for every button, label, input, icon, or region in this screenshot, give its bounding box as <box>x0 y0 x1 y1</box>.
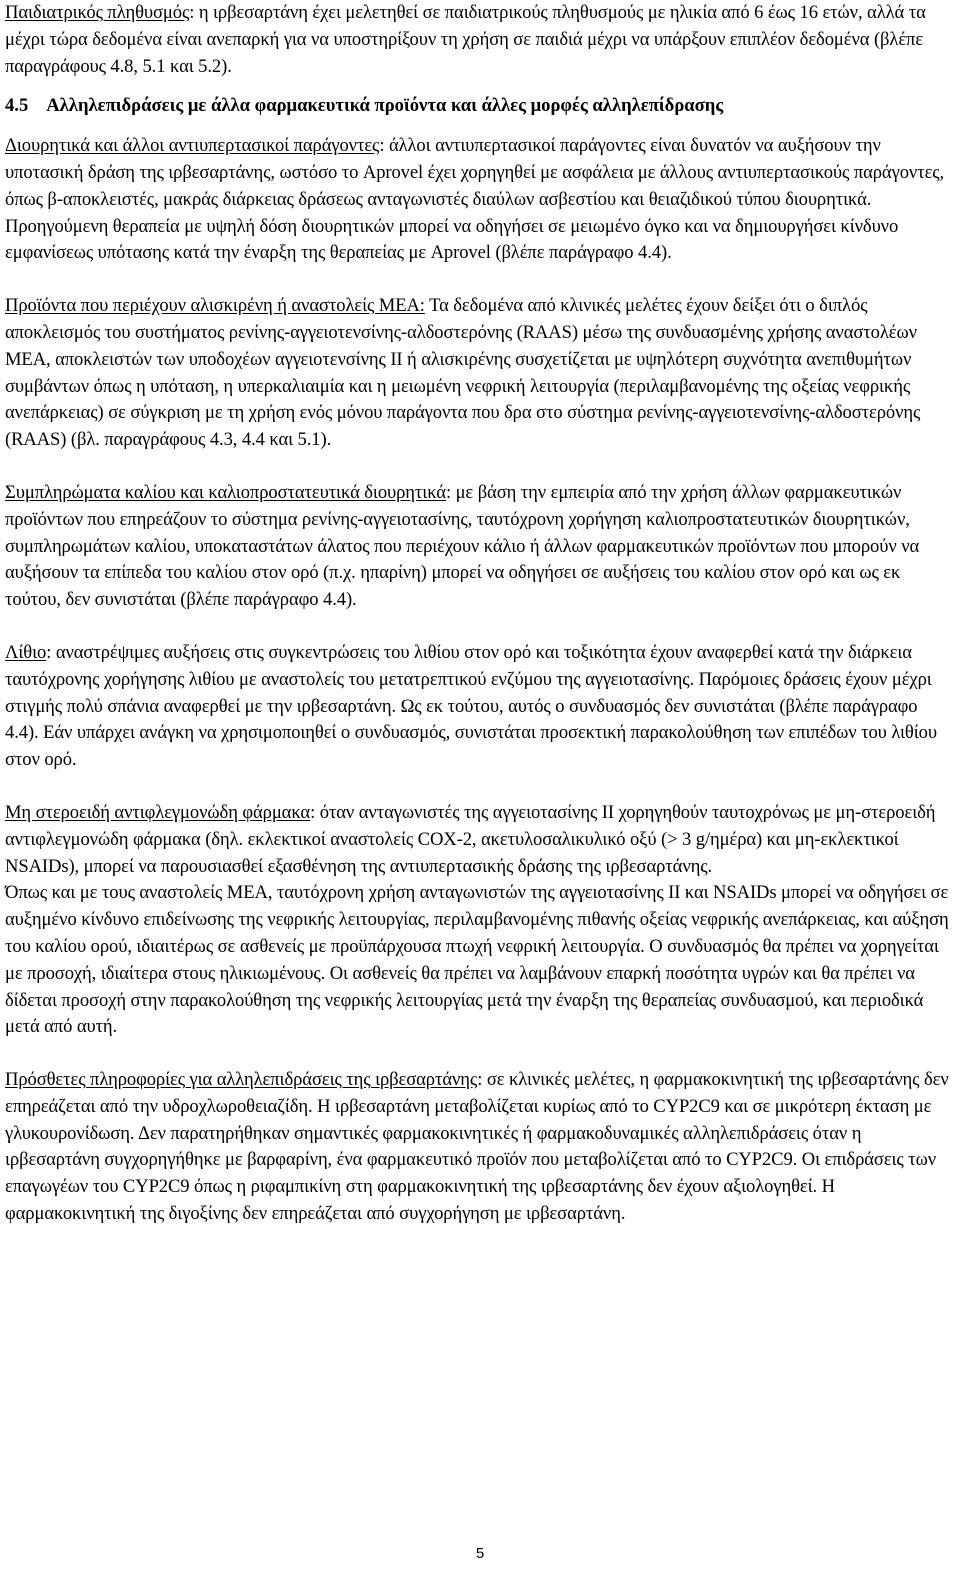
paragraph-pediatric <box>5 0 953 80</box>
paragraph-text: : η ιρβεσαρτάνη έχει μελετηθεί σε παιδιατρικούς πληθυσμούς με ηλικία από 6 έως 16 ετών, αλλά τα μέχρι τώρα δεδομένα είναι ανεπαρκή για να υποστηρίξουν τη χρήση σε παιδιά μέχρι να υπάρξουν επιπλέον δεδομένα (βλέπε παραγράφους 4.8, 5.1 και 5.2). <box>5 2 926 77</box>
paragraph-lithium <box>5 640 953 774</box>
paragraph-text: Όπως και με τους αναστολείς ΜΕΑ, ταυτόχρονη χρήση ανταγωνιστών της αγγειοτασίνης ΙΙ και NSAIDs μπορεί να οδηγήσει σε αυξημένο κίνδυνο επιδείνωσης της νεφρικής λειτουργίας, περιλαμβανομένης πιθανής οξείας νεφρικής ανεπάρκειας, και αύξηση του καλίου ορού, ιδιαιτέρως σε ασθενείς με προϋπάρχουσα πτωχή νεφρική λειτουργία. Ο συνδυασμός θα πρέπει να χορηγείται με προσοχή, ιδιαίτερα στους ηλικιωμένους. Οι ασθενείς θα πρέπει να λαμβάνουν επαρκή ποσότητα υγρών και θα πρέπει να δίδεται προσοχή στην παρακολούθηση της νεφρικής λειτουργίας μετά την έναρξη της θεραπείας συνδυασμού, και περιοδικά μετά από αυτή. <box>5 882 949 1038</box>
paragraph-text: : σε κλινικές μελέτες, η φαρμακοκινητική της ιρβεσαρτάνης δεν επηρεάζεται από την υδροχλωροθειαζίδη. Η ιρβεσαρτάνη μεταβολίζεται κυρίως από το CYP2C9 και σε μικρότερη έκταση με γλυκουρονίδωση. Δεν παρατηρήθηκαν σημαντικές φαρμακοκινητικές ή φαρμακοδυναμικές αλληλεπιδράσεις όταν η ιρβεσαρτάνη συγχορηγήθηκε με βαρφαρίνη, ένα φαρμακευτικό προϊόν που μεταβολίζεται από το CYP2C9. Οι επιδράσεις των επαγωγέων του CYP2C9 όπως η ριφαμπικίνη στη φαρμακοκινητική της ιρβεσαρτάνης δεν έχουν αξιολογηθεί. Η φαρμακοκινητική της διγοξίνης δεν επηρεάζεται από συγχορήγηση με ιρβεσαρτάνη. <box>5 1069 949 1225</box>
paragraph-label: Πρόσθετες πληροφορίες για αλληλεπιδράσεις της ιρβεσαρτάνης <box>5 1069 478 1091</box>
paragraph-text: Τα δεδομένα από κλινικές μελέτες έχουν δείξει ότι ο διπλός αποκλεισμός του συστήματος ρενίνης-αγγειοτενσίνης-αλδοστερόνης (RAAS) μέσω της συνδυασμένης χρήσης αναστολέων ΜΕΑ, αποκλειστών των υποδοχέων αγγειοτενσίνης ΙΙ ή αλισκιρένης συσχετίζεται με υψηλότερη συχνότητα ανεπιθυμήτων συμβάντων όπως η υπόταση, η υπερκαλιαιμία και η μειωμένη νεφρική λειτουργία (περιλαμβανομένης της οξείας νεφρικής ανεπάρκειας) σε σύγκριση με τη χρήση ενός μόνου παράγοντα που δρα στο σύστημα ρενίνης-αγγειοτενσίνης-αλδοστερόνης (RAAS) (βλ. παραγράφους 4.3, 4.4 και 5.1). <box>5 295 921 451</box>
paragraph-nsaids <box>5 800 953 880</box>
paragraph-text: : άλλοι αντιυπερτασικοί παράγοντες είναι δυνατόν να αυξήσουν την υποτασική δράση της ιρβεσαρτάνης, ωστόσο το Aprovel έχει χορηγηθεί με ασφάλεια με άλλους αντιυπερτασικούς παράγοντες, όπως β-αποκλειστές, μακράς διάρκειας δράσεως ανταγωνιστές διαύλων ασβεστίου και θειαζιδικού τύπου διουρητικά. Προηγούμενη θεραπεία με υψηλή δόση διουρητικών μπορεί να οδηγήσει σε μειωμένο όγκο και να δημιουργήσει κίνδυνο εμφανίσεως υπότασης κατά την έναρξη της θεραπείας με Aprovel (βλέπε παράγραφο 4.4). <box>5 135 945 264</box>
section-title: Αλληλεπιδράσεις με άλλα φαρμακευτικά προϊόντα και άλλες μορφές αλληλεπίδρασης <box>46 95 724 117</box>
document-page <box>5 0 953 1228</box>
paragraph-label: Συμπληρώματα καλίου και καλιοπροστατευτικά διουρητικά <box>5 481 446 503</box>
paragraph-potassium <box>5 480 953 614</box>
page-number: 5 <box>475 1545 485 1562</box>
section-heading <box>5 93 953 120</box>
paragraph-label: Προϊόντα που περιέχουν αλισκιρένη ή αναστολείς ΜΕΑ: <box>5 295 425 317</box>
section-number: 4.5 <box>5 95 29 117</box>
paragraph-nsaids-continued <box>5 880 953 1041</box>
paragraph-label: Λίθιο <box>5 641 47 663</box>
paragraph-diuretics <box>5 133 953 267</box>
paragraph-text: : αναστρέψιμες αυξήσεις στις συγκεντρώσεις του λιθίου στον ορό και τοξικότητα έχουν αναφερθεί κατά την διάρκεια ταυτόχρονης χορήγησης λιθίου με αναστολείς του μετατρεπτικού ενζύμου της αγγειοτασίνης. Παρόμοιες δράσεις έχουν μέχρι στιγμής πολύ σπάνια αναφερθεί με την ιρβεσαρτάνη. Ως εκ τούτου, αυτός ο συνδυασμός δεν συνιστάται (βλέπε παράγραφο 4.4). Εάν υπάρχει ανάγκη να χρησιμοποιηθεί ο συνδυασμός, συνιστάται προσεκτική παρακολούθηση των επιπέδων του λιθίου στον ορό. <box>5 641 937 771</box>
paragraph-label: Διουρητικά και άλλοι αντιυπερτασικοί παράγοντες <box>5 135 380 157</box>
paragraph-additional <box>5 1067 953 1228</box>
paragraph-text: : με βάση την εμπειρία από την χρήση άλλων φαρμακευτικών προϊόντων που επηρεάζουν το σύστημα ρενίνης-αγγειοτασίνης, ταυτόχρονη χορήγηση καλιοπροστατευτικών διουρητικών, συμπληρωμάτων καλίου, υποκαταστάτων άλατος που περιέχουν κάλιο ή άλλων φαρμακευτικών προϊόντων που μπορούν να αυξήσουν τα επίπεδα του καλίου στον ορό (π.χ. ηπαρίνη) μπορεί να οδηγήσει σε αυξήσεις του καλίου στον ορό και ως εκ τούτου, δεν συνιστάται (βλέπε παράγραφο 4.4). <box>5 481 920 611</box>
paragraph-aliskiren <box>5 293 953 454</box>
paragraph-label: Παιδιατρικός πληθυσμός <box>5 2 190 23</box>
paragraph-text: : όταν ανταγωνιστές της αγγειοτασίνης ΙΙ χορηγηθούν ταυτοχρόνως με μη-στεροειδή αντιφλεγμονώδη φάρμακα (δηλ. εκλεκτικοί αναστολείς COX-2, ακετυλοσαλικυλικό οξύ (> 3 g/ημέρα) και μη-εκλεκτικοί NSAIDs), μπορεί να παρουσιασθεί εξασθένηση της αντιυπερτασικής δράσης της ιρβεσαρτάνης. <box>5 801 936 877</box>
paragraph-label: Μη στεροειδή αντιφλεγμονώδη φάρμακα <box>5 801 311 823</box>
